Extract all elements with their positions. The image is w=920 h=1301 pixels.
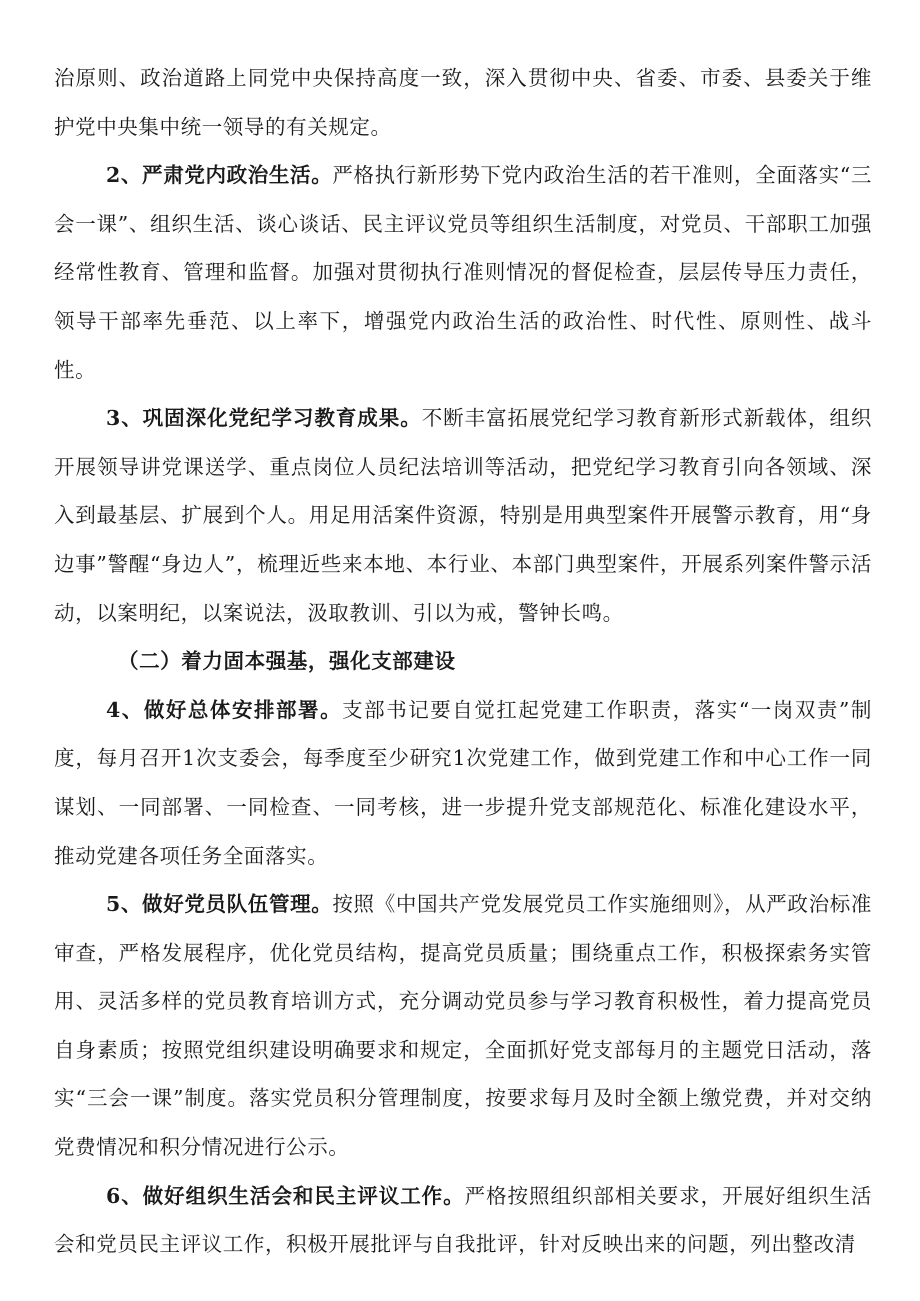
paragraph-lead: 5、做好党员队伍管理。 (106, 892, 333, 917)
section-heading-2 (54, 637, 872, 686)
paragraph-lead: 3、巩固深化党纪学习教育成果。 (106, 406, 422, 431)
paragraph-4-overall-arrangement (54, 686, 872, 880)
paragraph-text: 严格执行新形势下党内政治生活的若干准则，全面落实“三会一课”、组织生活、谈心谈话、民主评议党员等组织生活制度，对党员、干部职工加强经常性教育、管理和监督。加强对贯彻执行准则情况的督促检查，层层传导压力责任，领导干部率先垂范、以上率下，增强党内政治生活的政治性、时代性、原则性、战斗性。 (54, 163, 872, 382)
paragraph-text: 严格按照组织部相关要求，开展好组织生活会和党员民主评议工作，积极开展批评与自我批评，针对反映出来的问题，列出整改清 (54, 1183, 873, 1257)
paragraph-continuation (54, 54, 872, 151)
paragraph-6-organizational-life-meeting (54, 1172, 872, 1269)
paragraph-text: 治原则、政治道路上同党中央保持高度一致，深入贯彻中央、省委、市委、县委关于维护党中央集中统一领导的有关规定。 (54, 66, 872, 139)
paragraph-lead: 6、做好组织生活会和民主评议工作。 (106, 1183, 465, 1208)
paragraph-text: 按照《中国共产党发展党员工作实施细则》，从严政治标准审查，严格发展程序，优化党员结构，提高党员质量；围绕重点工作，积极探索务实管用、灵活多样的党员教育培训方式，充分调动党员参与学习教育积极性，着力提高党员自身素质；按照党组织建设明确要求和规定，全面抓好党支部每月的主题党日活动，落实“三会一课”制度。落实党员积分管理制度，按要求每月及时全额上缴党费，并对交纳党费情况和积分情况进行公示。 (54, 892, 872, 1160)
paragraph-3-discipline-education (54, 394, 872, 637)
paragraph-lead: 2、严肃党内政治生活。 (106, 163, 333, 188)
paragraph-5-member-management (54, 880, 872, 1172)
document-body (54, 54, 872, 1269)
paragraph-text: 支部书记要自觉扛起党建工作职责，落实“一岗双责”制度，每月召开1次支委会，每季度至少研究1次党建工作，做到党建工作和中心工作一同谋划、一同部署、一同检查、一同考核，进一步提升党支部规范化、标准化建设水平，推动党建各项任务全面落实。 (54, 697, 872, 868)
paragraph-text: 不断丰富拓展党纪学习教育新形式新载体，组织开展领导讲党课送学、重点岗位人员纪法培训等活动，把党纪学习教育引向各领域、深入到最基层、扩展到个人。用足用活案件资源，特别是用典型案件开展警示教育，用“身边事”警醒“身边人”，梳理近些来本地、本行业、本部门典型案件，开展系列案件警示活动，以案明纪，以案说法，汲取教训、引以为戒，警钟长鸣。 (54, 406, 873, 625)
paragraph-lead: 4、做好总体安排部署。 (106, 697, 343, 722)
paragraph-2-strict-political-life (54, 151, 872, 394)
section-heading-text: （二）着力固本强基，强化支部建设 (118, 649, 456, 674)
